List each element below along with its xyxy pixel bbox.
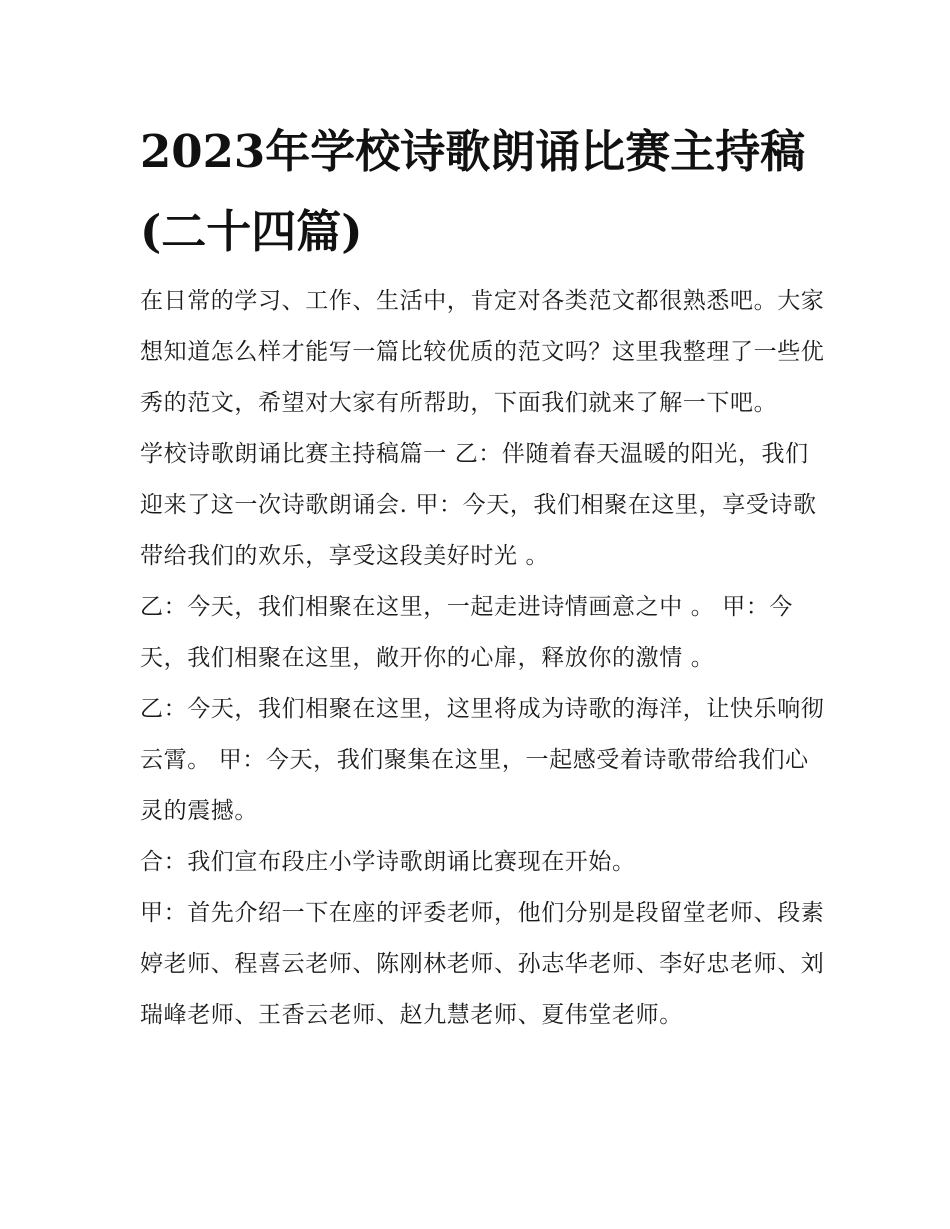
- paragraph-intro: 在日常的学习、工作、生活中，肯定对各类范文都很熟悉吧。大家想知道怎么样才能写一篇比较优质的范文吗？这里我整理了一些优秀的范文，希望对大家有所帮助，下面我们就来了解一下吧。: [140, 288, 825, 416]
- document-title: 2023年学校诗歌朗诵比赛主持稿(二十四篇): [140, 125, 806, 258]
- paragraph-judges: 甲：首先介绍一下在座的评委老师，他们分别是段留堂老师、段素婷老师、程喜云老师、陈刚林老师、孙志华老师、李好忠老师、刘瑞峰老师、王香云老师、赵九慧老师、夏伟堂老师。: [140, 900, 825, 1028]
- paragraph-announcement: 合：我们宣布段庄小学诗歌朗诵比赛现在开始。: [140, 849, 636, 875]
- paragraph-dialogue-2: 乙：今天，我们相聚在这里，这里将成为诗歌的海洋，让快乐响彻云霄。 甲：今天，我们聚集在这里，一起感受着诗歌带给我们心灵的震撼。: [140, 696, 825, 824]
- document-body: [140, 276, 830, 1041]
- paragraph-dialogue-1: 乙：今天，我们相聚在这里，一起走进诗情画意之中 。 甲：今天，我们相聚在这里，敞开你的心扉，释放你的激情 。: [140, 594, 794, 671]
- paragraph-opening: 学校诗歌朗诵比赛主持稿篇一 乙：伴随着春天温暖的阳光，我们迎来了这一次诗歌朗诵会. 甲：今天，我们相聚在这里，享受诗歌带给我们的欢乐，享受这段美好时光 。: [140, 441, 817, 569]
